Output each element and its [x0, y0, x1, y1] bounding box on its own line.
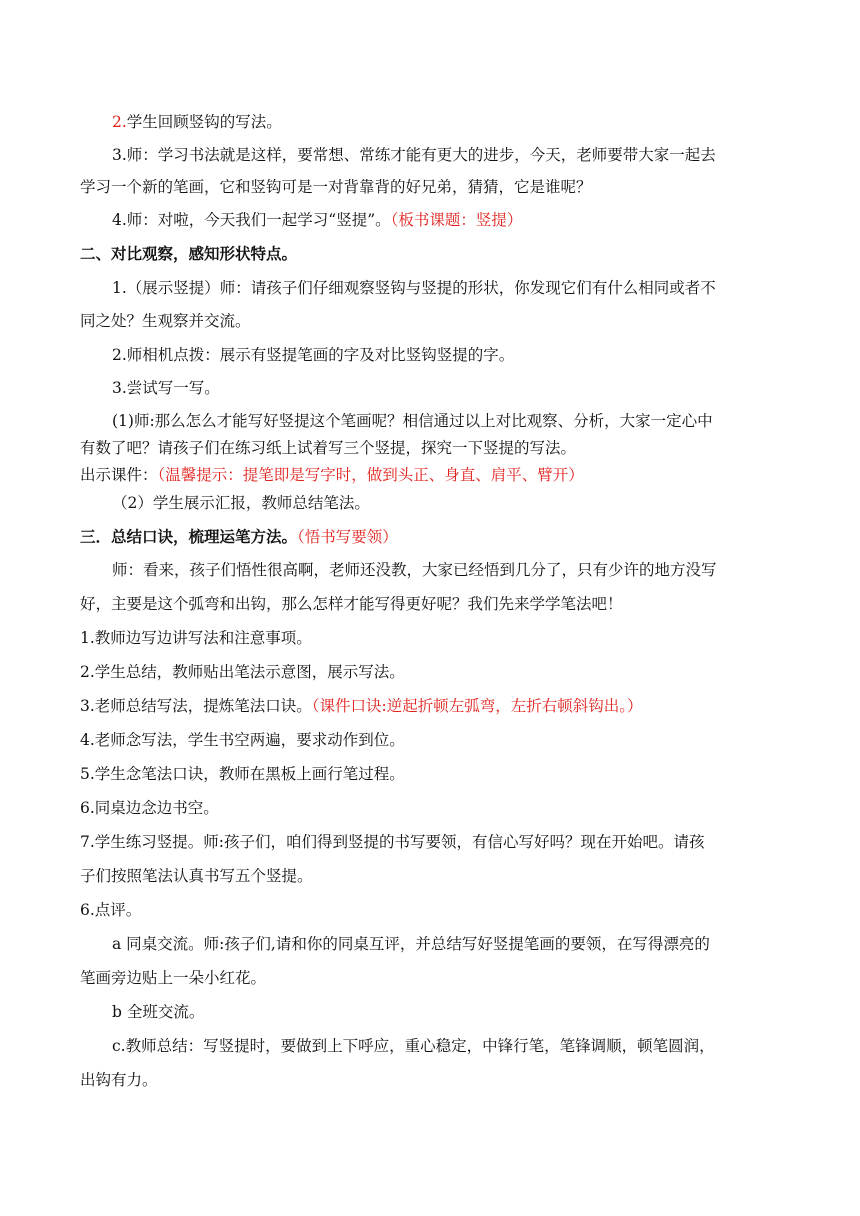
- paragraph-summary-line1: c.教师总结：写竖提时，要做到上下呼应，重心稳定，中锋行笔，笔锋调顺，顿笔圆润，: [112, 1037, 715, 1055]
- paragraph-text: 4.师：对啦，今天我们一起学习“竖提”。: [112, 211, 391, 229]
- list-item: 6.同桌边念边书空。: [80, 799, 219, 817]
- paragraph-try-a-line1: (1)师:那么怎么才能写好竖提这个笔画呢？相信通过以上对比观察、分析，大家一定心中: [112, 412, 713, 430]
- list-item: 4.老师念写法，学生书空两遍，要求动作到位。: [80, 731, 405, 749]
- paragraph-topic: [112, 210, 812, 230]
- paragraph-observe-line2: 同之处？生观察并交流。: [80, 312, 251, 330]
- item-number: 2.: [112, 113, 127, 131]
- paragraph-text: 学生回顾竖钩的写法。: [126, 113, 282, 131]
- paragraph-method-intro-line2: 好，主要是这个弧弯和出钩，那么怎样才能写得更好呢？我们先来学学笔法吧！: [80, 595, 623, 613]
- heading-text: 三．总结口诀，梳理运笔方法。: [80, 527, 298, 546]
- paragraph-try-b: （2）学生展示汇报，教师总结笔法。: [112, 494, 370, 512]
- section-heading-2: 二、对比观察，感知形状特点。: [80, 244, 298, 263]
- paragraph-try-a-line2: 有数了吧？请孩子们在练习纸上试着写三个竖提，探究一下竖提的写法。: [80, 439, 577, 457]
- paragraph-peer-review-line2: 笔画旁边贴上一朵小红花。: [80, 969, 267, 987]
- paragraph-review: [112, 112, 812, 132]
- board-note: （板书课题：竖提）: [390, 211, 523, 229]
- paragraph-class-exchange: b 全班交流。: [112, 1003, 205, 1021]
- list-item-text: 3.老师总结写法，提炼笔法口诀。: [80, 697, 312, 715]
- paragraph-try: 3.尝试写一写。: [112, 379, 220, 397]
- list-item-continuation: 子们按照笔法认真书写五个竖提。: [80, 867, 313, 885]
- list-item: 6.点评。: [80, 901, 142, 919]
- tip-note: （温馨提示：提笔即是写字时，做到头正、身直、肩平、臂开）: [157, 466, 584, 484]
- paragraph-teacher-intro-line2: 学习一个新的笔画，它和竖钩可是一对背靠背的好兄弟，猜猜，它是谁呢？: [80, 178, 592, 196]
- paragraph-courseware: [80, 465, 780, 485]
- list-item: 5.学生念笔法口诀，教师在黑板上画行笔过程。: [80, 765, 405, 783]
- list-item: 2.学生总结，教师贴出笔法示意图，展示写法。: [80, 663, 405, 681]
- list-item: 7.学生练习竖提。师:孩子们，咱们得到竖提的书写要领，有信心写好吗？现在开始吧。请孩: [80, 833, 705, 851]
- paragraph-method-intro-line1: 师：看来，孩子们悟性很高啊，老师还没教，大家已经悟到几分了，只有少许的地方没写: [112, 561, 717, 579]
- list-item: 1.教师边写边讲写法和注意事项。: [80, 629, 312, 647]
- courseware-label: 出示课件：: [80, 466, 158, 484]
- heading-note: （悟书写要领）: [297, 528, 398, 546]
- paragraph-observe-line1: 1.（展示竖提）师：请孩子们仔细观察竖钩与竖提的形状，你发现它们有什么相同或者不: [112, 279, 716, 297]
- paragraph-guide: 2.师相机点拨：展示有竖提笔画的字及对比竖钩竖提的字。: [112, 346, 515, 364]
- paragraph-peer-review-line1: a 同桌交流。师:孩子们,请和你的同桌互评，并总结写好竖提笔画的要领，在写得漂亮的: [112, 935, 710, 953]
- section-heading-3: [80, 527, 780, 547]
- paragraph-teacher-intro-line1: 3.师：学习书法就是这样，要常想、常练才能有更大的进步，今天，老师要带大家一起去: [112, 146, 716, 164]
- list-item: [80, 696, 780, 716]
- paragraph-summary-line2: 出钩有力。: [80, 1071, 158, 1089]
- formula-note: （课件口诀:逆起折顿左弧弯，左折右顿斜钩出。）: [311, 697, 643, 715]
